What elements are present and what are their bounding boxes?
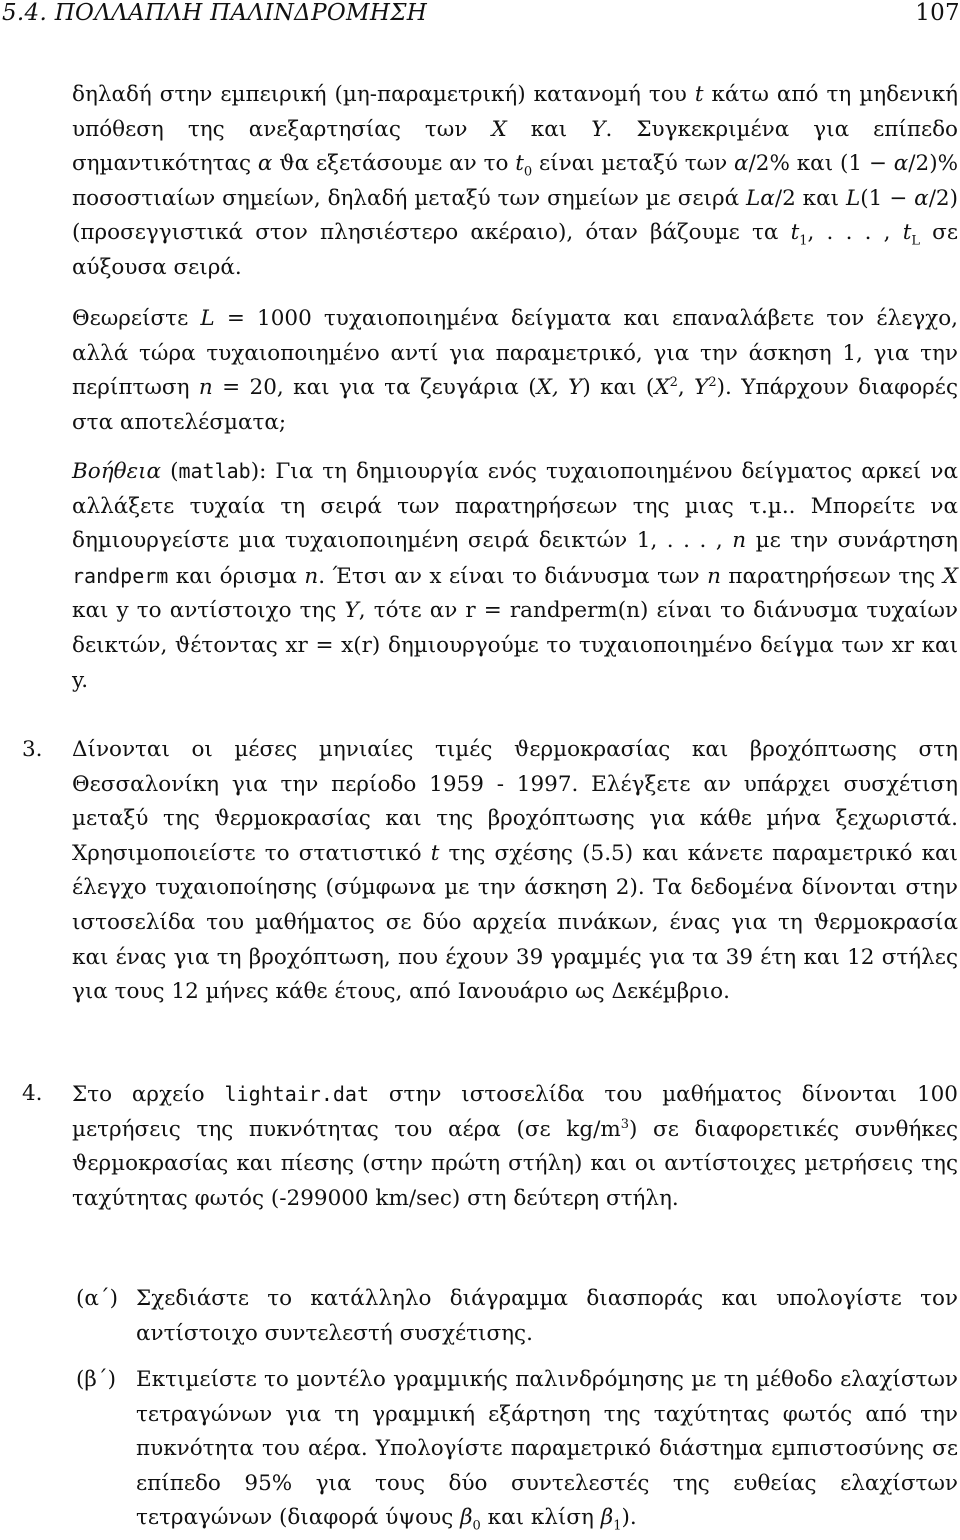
subitem-a-text: Σχεδιάστε το κατάλληλο διάγραµµα διασποράς και υπολογίστε τον αντίστοιχο συντελεστή συσχέτισης. [136,1286,958,1346]
page-number: 107 [915,0,960,26]
exercise-4-text: Στο αρχείο lightair.dat στην ιστοσελίδα του µαθήµατος δίνονται 100 µετρήσεις της πυκνότητας του αέρα (σε $kg/m^3$) σε διαφορετικές συνθήκες ϑερµοκρασίας και πίεσης (στην πρώτη στήλη) και οι αντίστοιχες µετρήσεις της ταχύτητας φωτός (-299000 km/sec) στη δεύτερη στήλη. [72,1082,958,1211]
paragraph-matlab-hint: Βοήθεια (matlab): Για τη δηµιουργία ενός τυχαιοποιηµένου δείγµατος αρκεί να αλλάξετε τυχαία τη σειρά των παρατηρήσεων της µιας τ.µ.. Μπορείτε να δηµιουργείστε µια τυχαιοποιηµένη σειρά δεικτών 1, . . . , n µε την συνάρτηση randperm και όρισµα n. Έτσι αν x είναι το διάνυσµα των n παρατηρήσεων της X και y το αντίστοιχο της Y, τότε αν r = randperm(n) είναι το διάνυσµα τυχαίων δεικτών, ϑέτοντας xr = x(r) δηµιουργούµε το τυχαιοποιηµένο δείγµα των xr και y. [72,459,959,693]
paragraph-randomized-samples: Θεωρείστε L = 1000 τυχαιοποιηµένα δείγµατα και επαναλάβετε τον έλεγχο, αλλά τώρα τυχαιοποιηµένο αντί για παραµετρικό, για την άσκηση 1, για την περίπτωση n = 20, και για τα ζευγάρια (X, Y) και ($X^2$, $Y^2$). Υπάρχουν διαφορές στα αποτελέσµατα; [72,306,958,435]
paragraph-permutation-null: δηλαδή στην εµπειρική (µη-παραµετρική) κατανοµή του t κάτω από τη µηδενική υπόθεση της ανεξαρτησίας των X και Y. Συγκεκριµένα για επίπεδο σηµαντικότητας α ϑα εξετάσουµε αν το $t_0$ είναι µεταξύ των α/2% και (1 − α/2)% ποσοστιαίων σηµείων, δηλαδή µεταξύ των σηµείων µε σειρά Lα/2 και L(1 − α/2) (προσεγγιστικά στον πλησιέστερο ακέραιο), όταν βάζουµε τα $t_1$, . . . , $t_L$ σε αύξουσα σειρά. [72,82,959,280]
exercise-number-3: 3. [22,737,43,762]
subitem-b-text: Εκτιµείστε το µοντέλο γραµµικής παλινδρόµησης µε τη µέθοδο ελαχίστων τετραγώνων για τη γραµµική εξάρτηση της ταχύτητας φωτός από την πυκνότητα του αέρα. Υπολογίστε παραµετρικό διάστηµα εµπιστοσύνης σε επίπεδο 95% για τους δύο συντελεστές της ευθείας ελαχίστων τετραγώνων (διαφορά ύψους $\beta_0$ και κλίση $\beta_1$). [136,1367,958,1534]
running-header [0,0,960,30]
exercise-3-text: Δίνονται οι µέσες µηνιαίες τιµές ϑερµοκρασίας και βροχόπτωσης στη Θεσσαλονίκη για την περίοδο 1959 - 1997. Ελέγξετε αν υπάρχει συσχέτιση µεταξύ της ϑερµοκρασίας και της βροχόπτωσης για κάθε µήνα ξεχωριστά. Χρησιµοποιείστε το στατιστικό t της σχέσης (5.5) και κάνετε παραµετρικό και έλεγχο τυχαιοποίησης (σύµφωνα µε την άσκηση 2). Τα δεδοµένα δίνονται στην ιστοσελίδα του µαθήµατος σε δύο αρχεία πινάκων, ένας για τη ϑερµοκρασία και ένας για τη βροχόπτωση, που έχουν 39 γραµµές για τα 39 έτη και 12 στήλες για τους 12 µήνες κάθε έτους, από Ιανουάριο ως Δεκέµβριο. [72,737,958,1005]
section-title: 5.4. ΠΟΛΛΑΠΛΗ ΠΑΛΙΝΔΡΟΜΗΣΗ [2,0,428,26]
subitem-label-a: (α΄) [76,1286,119,1311]
exercise-number-4: 4. [22,1081,43,1106]
subitem-label-b: (β΄) [76,1367,116,1392]
